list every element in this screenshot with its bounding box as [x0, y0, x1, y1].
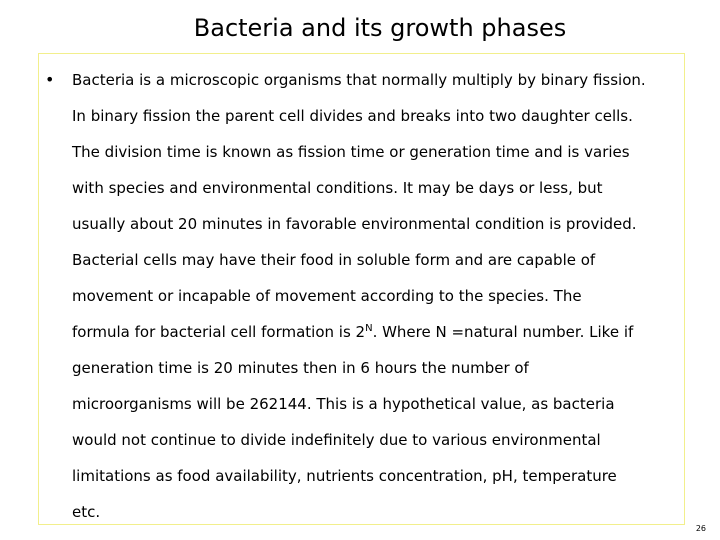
bullet-marker: •	[45, 70, 55, 89]
paragraph-line: In binary fission the parent cell divides and breaks into two daughter cells.	[72, 107, 633, 125]
paragraph-line: movement or incapable of movement according to the species. The	[72, 287, 582, 305]
paragraph-line: Bacterial cells may have their food in soluble form and are capable of	[72, 251, 596, 269]
formula-text-after: . Where N =natural number. Like if	[372, 323, 634, 341]
paragraph-line: usually about 20 minutes in favorable environmental condition is provided.	[72, 215, 637, 233]
paragraph-line: limitations as food availability, nutrients concentration, pH, temperature	[72, 467, 617, 485]
paragraph-line: microorganisms will be 262144. This is a hypothetical value, as bacteria	[72, 395, 615, 413]
formula-line	[72, 314, 712, 350]
paragraph-line: etc.	[72, 503, 101, 521]
paragraph-line: Bacteria is a microscopic organisms that normally multiply by binary fission.	[72, 71, 646, 89]
paragraph-line: generation time is 20 minutes then in 6 hours the number of	[72, 359, 529, 377]
formula-superscript: N	[365, 323, 373, 334]
formula-text-before: formula for bacterial cell formation is 2	[72, 323, 366, 341]
slide-number: 26	[695, 524, 706, 533]
paragraph-line: The division time is known as fission time or generation time and is varies	[72, 143, 630, 161]
paragraph-line: with species and environmental conditions. It may be days or less, but	[72, 179, 603, 197]
bullet-paragraph	[72, 62, 712, 530]
paragraph-line: would not continue to divide indefinitely due to various environmental	[72, 431, 601, 449]
slide-title: Bacteria and its growth phases	[193, 14, 567, 42]
